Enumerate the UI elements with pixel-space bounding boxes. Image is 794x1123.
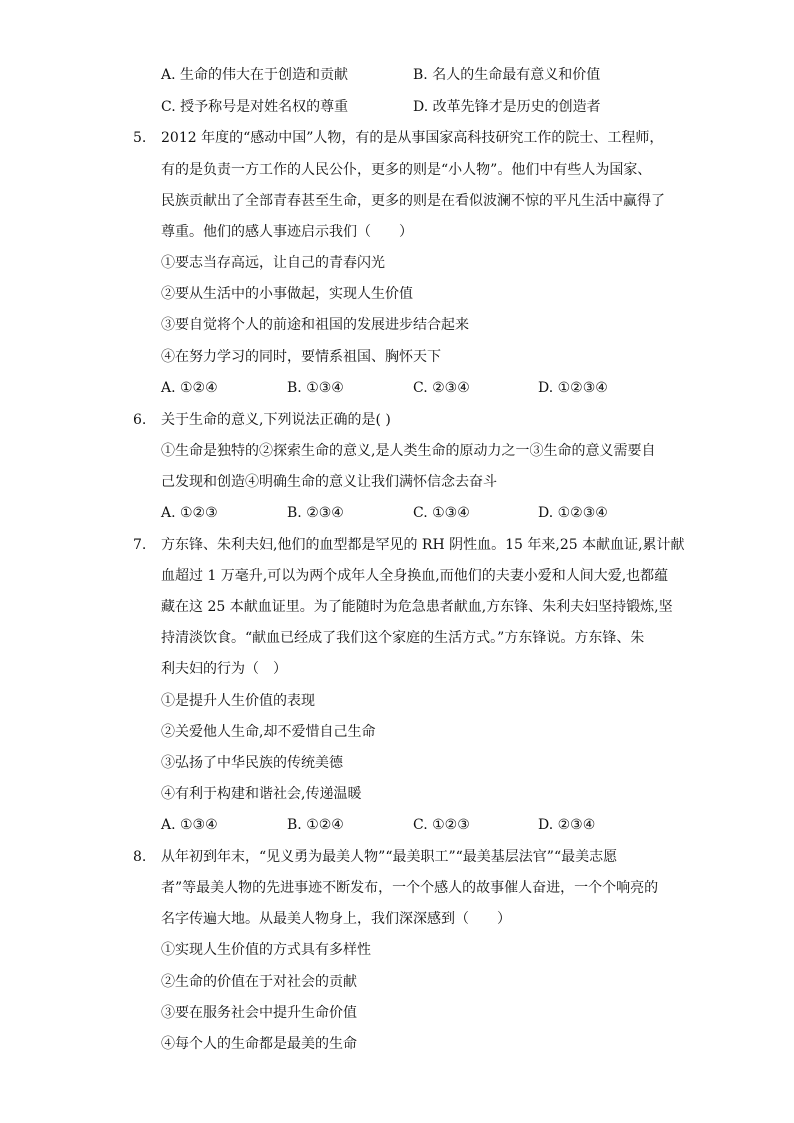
- q8-statement-3: ③要在服务社会中提升生命价值: [161, 1005, 357, 1021]
- q5-stem-line-1: 2012 年度的“感动中国”人物，有的是从事国家高科技研究工作的院士、工程师，: [161, 130, 664, 146]
- q5-option-d: D. ①②③④: [538, 380, 608, 396]
- q6-number: 6.: [133, 412, 147, 428]
- q7-number: 7.: [133, 537, 147, 553]
- q7-option-c: C. ①②③: [413, 817, 470, 833]
- q7-option-b: B. ①②④: [287, 817, 344, 833]
- q7-statement-4: ④有利于构建和谐社会,传递温暖: [161, 786, 362, 802]
- q5-statement-4: ④在努力学习的同时，要情系祖国、胸怀天下: [161, 349, 441, 365]
- q5-statement-1: ①要志当存高远，让自己的青春闪光: [161, 255, 385, 271]
- q6-option-a: A. ①②③: [161, 505, 218, 521]
- q6-option-d: D. ①②③④: [538, 505, 608, 521]
- q7-stem-line-4: 持清淡饮食。“献血已经成了我们这个家庭的生活方式。”方东锋说。方东锋、朱: [161, 630, 645, 646]
- q5-option-a: A. ①②④: [161, 380, 218, 396]
- q5-stem-line-2: 有的是负责一方工作的人民公仆，更多的则是“小人物”。他们中有些人为国家、: [161, 162, 652, 178]
- q6-option-c: C. ①③④: [413, 505, 470, 521]
- q4-option-c: C. 授予称号是对姓名权的尊重: [161, 99, 349, 115]
- q7-statement-3: ③弘扬了中华民族的传统美德: [161, 755, 343, 771]
- q8-stem-line-3: 名字传遍大地。从最美人物身上，我们深深感到（ ）: [161, 911, 511, 927]
- q7-stem-line-5: 利夫妇的行为（ ）: [161, 661, 287, 677]
- q6-statement-line-1: ①生命是独特的②探索生命的意义,是人类生命的原动力之一③生命的意义需要自: [161, 443, 656, 459]
- q4-option-a: A. 生命的伟大在于创造和贡献: [161, 67, 349, 83]
- q5-statement-3: ③要自觉将个人的前途和祖国的发展进步结合起来: [161, 317, 469, 333]
- q5-stem-line-3: 民族贡献出了全部青春甚至生命，更多的则是在看似波澜不惊的平凡生活中赢得了: [161, 193, 665, 209]
- q5-number: 5.: [133, 130, 147, 146]
- q4-option-d: D. 改革先锋才是历史的创造者: [413, 99, 601, 115]
- q6-stem-line-1: 关于生命的意义,下列说法正确的是( ): [161, 412, 391, 428]
- q8-statement-1: ①实现人生价值的方式具有多样性: [161, 942, 371, 958]
- q5-stem-line-4: 尊重。他们的感人事迹启示我们（ ）: [161, 224, 413, 240]
- q7-stem-line-3: 藏在这 25 本献血证里。为了能随时为危急患者献血,方东锋、朱利夫妇坚持锻炼,坚: [161, 599, 673, 615]
- q7-statement-1: ①是提升人生价值的表现: [161, 693, 315, 709]
- q4-option-b: B. 名人的生命最有意义和价值: [413, 67, 601, 83]
- q7-stem-line-1: 方东锋、朱利夫妇,他们的血型都是罕见的 RH 阴性血。15 年来,25 本献血证,累计献: [161, 537, 685, 553]
- q8-statement-2: ②生命的价值在于对社会的贡献: [161, 974, 357, 990]
- q8-number: 8.: [133, 849, 147, 865]
- q6-option-b: B. ②③④: [287, 505, 344, 521]
- q5-statement-2: ②要从生活中的小事做起，实现人生价值: [161, 286, 413, 302]
- q5-option-b: B. ①③④: [287, 380, 344, 396]
- q8-stem-line-1: 从年初到年末，“见义勇为最美人物”“最美职工”“最美基层法官”“最美志愿: [161, 849, 618, 865]
- q6-statement-line-2: 己发现和创造④明确生命的意义让我们满怀信念去奋斗: [161, 474, 497, 490]
- q8-stem-line-2: 者”等最美人物的先进事迹不断发布，一个个感人的故事催人奋进，一个个响亮的: [161, 880, 659, 896]
- q7-option-d: D. ②③④: [538, 817, 596, 833]
- q7-statement-2: ②关爱他人生命,却不爱惜自己生命: [161, 724, 376, 740]
- q7-stem-line-2: 血超过 1 万毫升,可以为两个成年人全身换血,而他们的夫妻小爱和人间大爱,也都蕴: [161, 568, 669, 584]
- q5-option-c: C. ②③④: [413, 380, 470, 396]
- q8-statement-4: ④每个人的生命都是最美的生命: [161, 1036, 357, 1052]
- q7-option-a: A. ①③④: [161, 817, 218, 833]
